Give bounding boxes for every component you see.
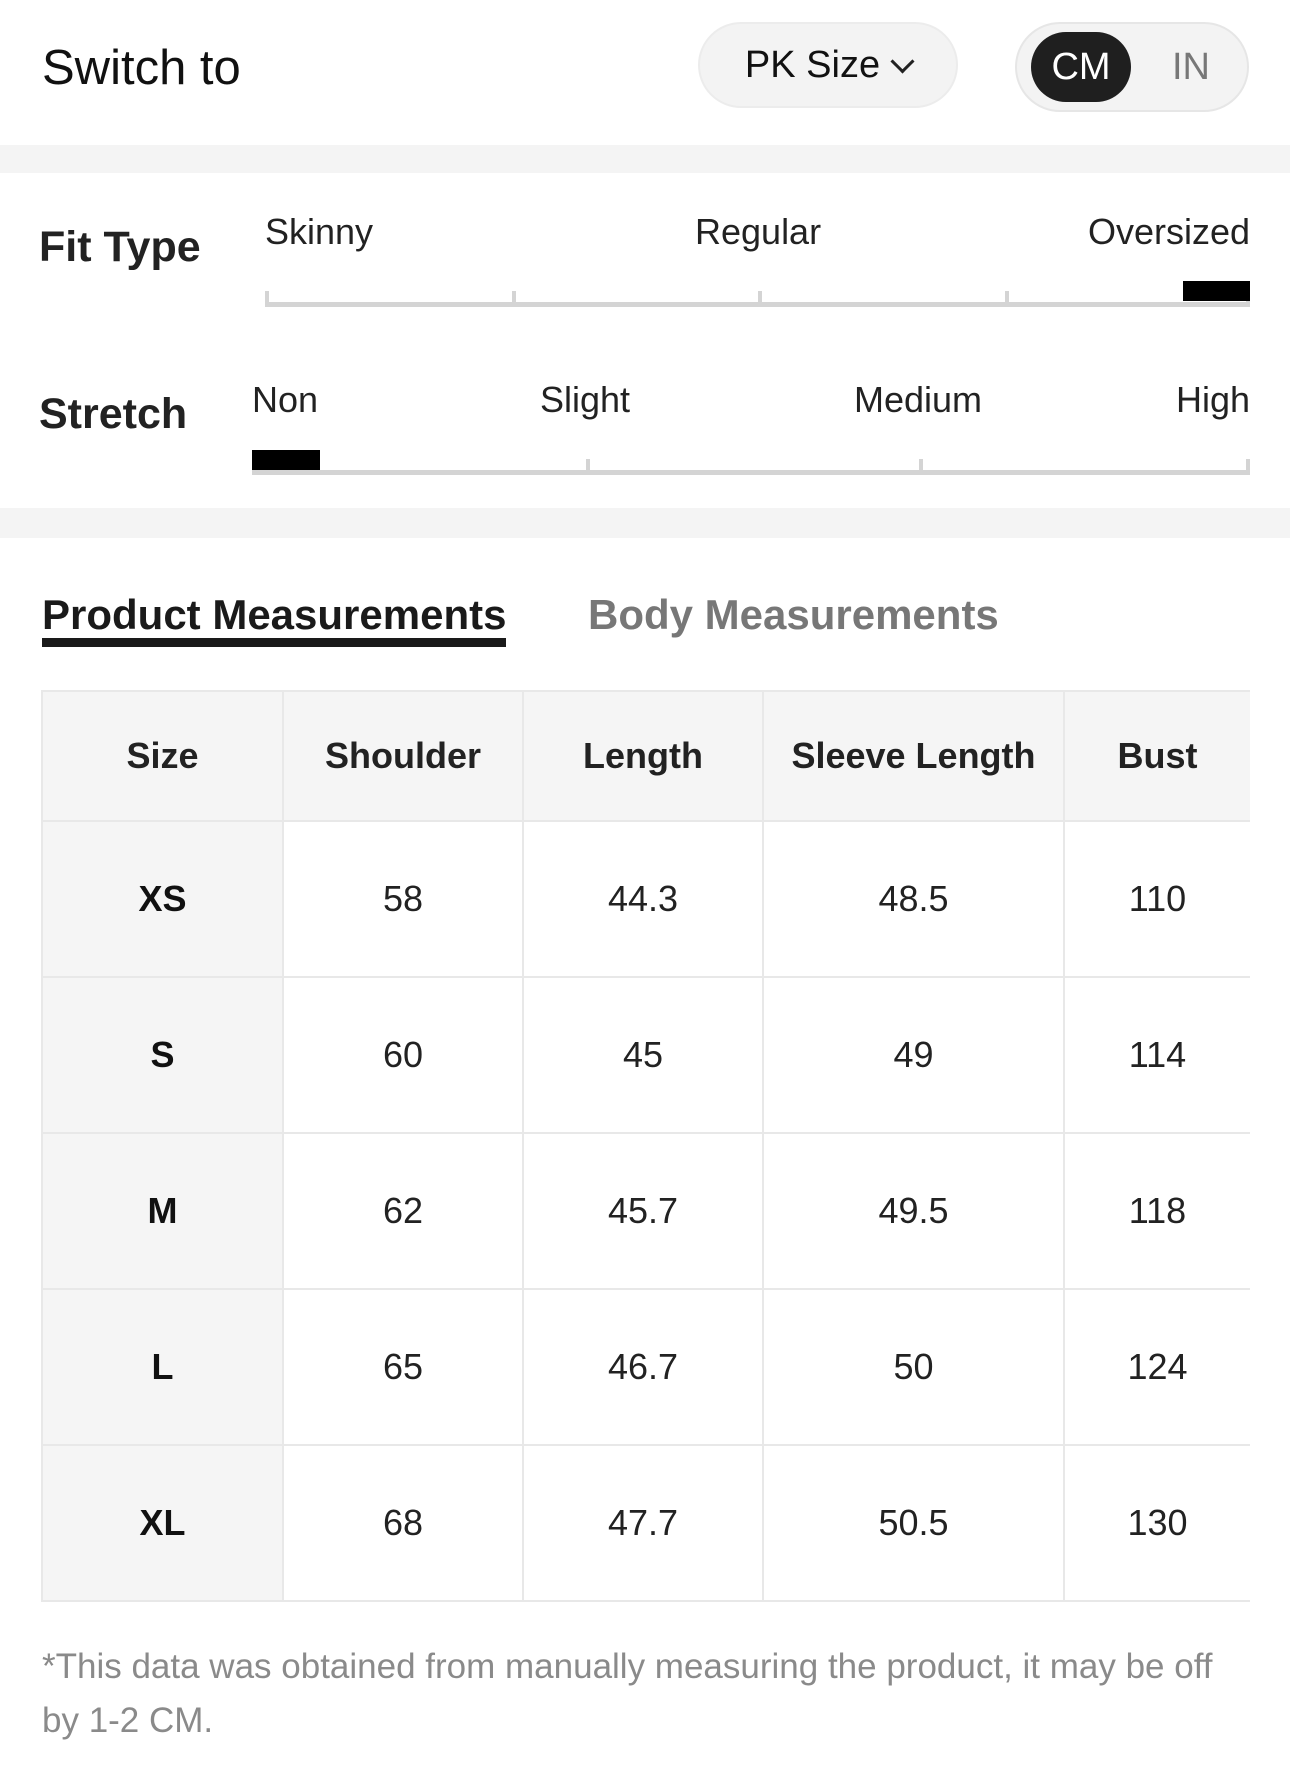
table-header-row	[42, 691, 1250, 821]
stretch-marker	[252, 450, 320, 470]
unit-toggle[interactable]	[1015, 22, 1249, 112]
size-table	[41, 690, 1250, 1602]
column-header-shoulder: Shoulder	[283, 691, 523, 821]
shoulder-cell: 60	[283, 977, 523, 1133]
fit-tick	[758, 291, 762, 307]
fit-section	[0, 173, 1290, 508]
column-header-size: Size	[42, 691, 283, 821]
fit-type-label: Fit Type	[39, 223, 201, 271]
size-system-dropdown[interactable]	[698, 22, 958, 108]
fit-option-regular: Regular	[695, 211, 822, 252]
length-cell: 47.7	[523, 1445, 763, 1601]
bust-cell: 118	[1064, 1133, 1250, 1289]
switch-label: Switch to	[42, 41, 241, 95]
column-header-bust: Bust	[1064, 691, 1250, 821]
fit-tick	[1005, 291, 1009, 307]
stretch-tick	[586, 459, 590, 475]
column-header-sleeve-length: Sleeve Length	[763, 691, 1064, 821]
table-row	[42, 977, 1250, 1133]
active-tab-indicator	[42, 638, 506, 647]
bust-cell: 110	[1064, 821, 1250, 977]
fit-tick	[512, 291, 516, 307]
size-header	[0, 0, 1290, 145]
stretch-option-high: High	[1175, 379, 1250, 420]
size-cell: L	[42, 1289, 283, 1445]
sleeve-length-cell: 50	[763, 1289, 1064, 1445]
chevron-down-icon	[891, 49, 915, 73]
size-cell: S	[42, 977, 283, 1133]
length-cell: 45.7	[523, 1133, 763, 1289]
stretch-tick	[919, 459, 923, 475]
section-divider	[0, 145, 1290, 173]
unit-in-button[interactable]: IN	[1172, 45, 1210, 88]
size-cell: XL	[42, 1445, 283, 1601]
sleeve-length-cell: 48.5	[763, 821, 1064, 977]
fit-type-marker	[1183, 281, 1250, 301]
table-row	[42, 1445, 1250, 1601]
sleeve-length-cell: 49.5	[763, 1133, 1064, 1289]
measurement-tabs	[0, 565, 1290, 645]
stretch-label: Stretch	[39, 390, 188, 438]
size-cell: M	[42, 1133, 283, 1289]
tab-product-measurements[interactable]: Product Measurements	[42, 591, 507, 638]
tab-body-measurements[interactable]: Body Measurements	[588, 591, 999, 638]
stretch-track	[252, 470, 1250, 475]
measurement-disclaimer: *This data was obtained from manually measuring the product, it may be off by 1-2 CM.	[42, 1647, 1213, 1740]
size-system-label: PK Size	[744, 43, 881, 86]
length-cell: 44.3	[523, 821, 763, 977]
table-row	[42, 821, 1250, 977]
shoulder-cell: 58	[283, 821, 523, 977]
section-divider	[0, 508, 1290, 538]
size-cell: XS	[42, 821, 283, 977]
shoulder-cell: 62	[283, 1133, 523, 1289]
fit-tick	[265, 291, 269, 307]
table-row	[42, 1133, 1250, 1289]
stretch-tick	[1246, 459, 1250, 475]
length-cell: 45	[523, 977, 763, 1133]
column-header-length: Length	[523, 691, 763, 821]
stretch-option-non: Non	[252, 379, 319, 420]
fit-option-skinny: Skinny	[265, 211, 374, 252]
bust-cell: 124	[1064, 1289, 1250, 1445]
shoulder-cell: 68	[283, 1445, 523, 1601]
stretch-option-medium: Medium	[854, 379, 983, 420]
fit-option-oversized: Oversized	[1087, 211, 1250, 252]
bust-cell: 114	[1064, 977, 1250, 1133]
sleeve-length-cell: 49	[763, 977, 1064, 1133]
table-row	[42, 1289, 1250, 1445]
unit-cm-button[interactable]: CM	[1031, 32, 1131, 102]
shoulder-cell: 65	[283, 1289, 523, 1445]
length-cell: 46.7	[523, 1289, 763, 1445]
stretch-option-slight: Slight	[540, 379, 631, 420]
bust-cell: 130	[1064, 1445, 1250, 1601]
sleeve-length-cell: 50.5	[763, 1445, 1064, 1601]
